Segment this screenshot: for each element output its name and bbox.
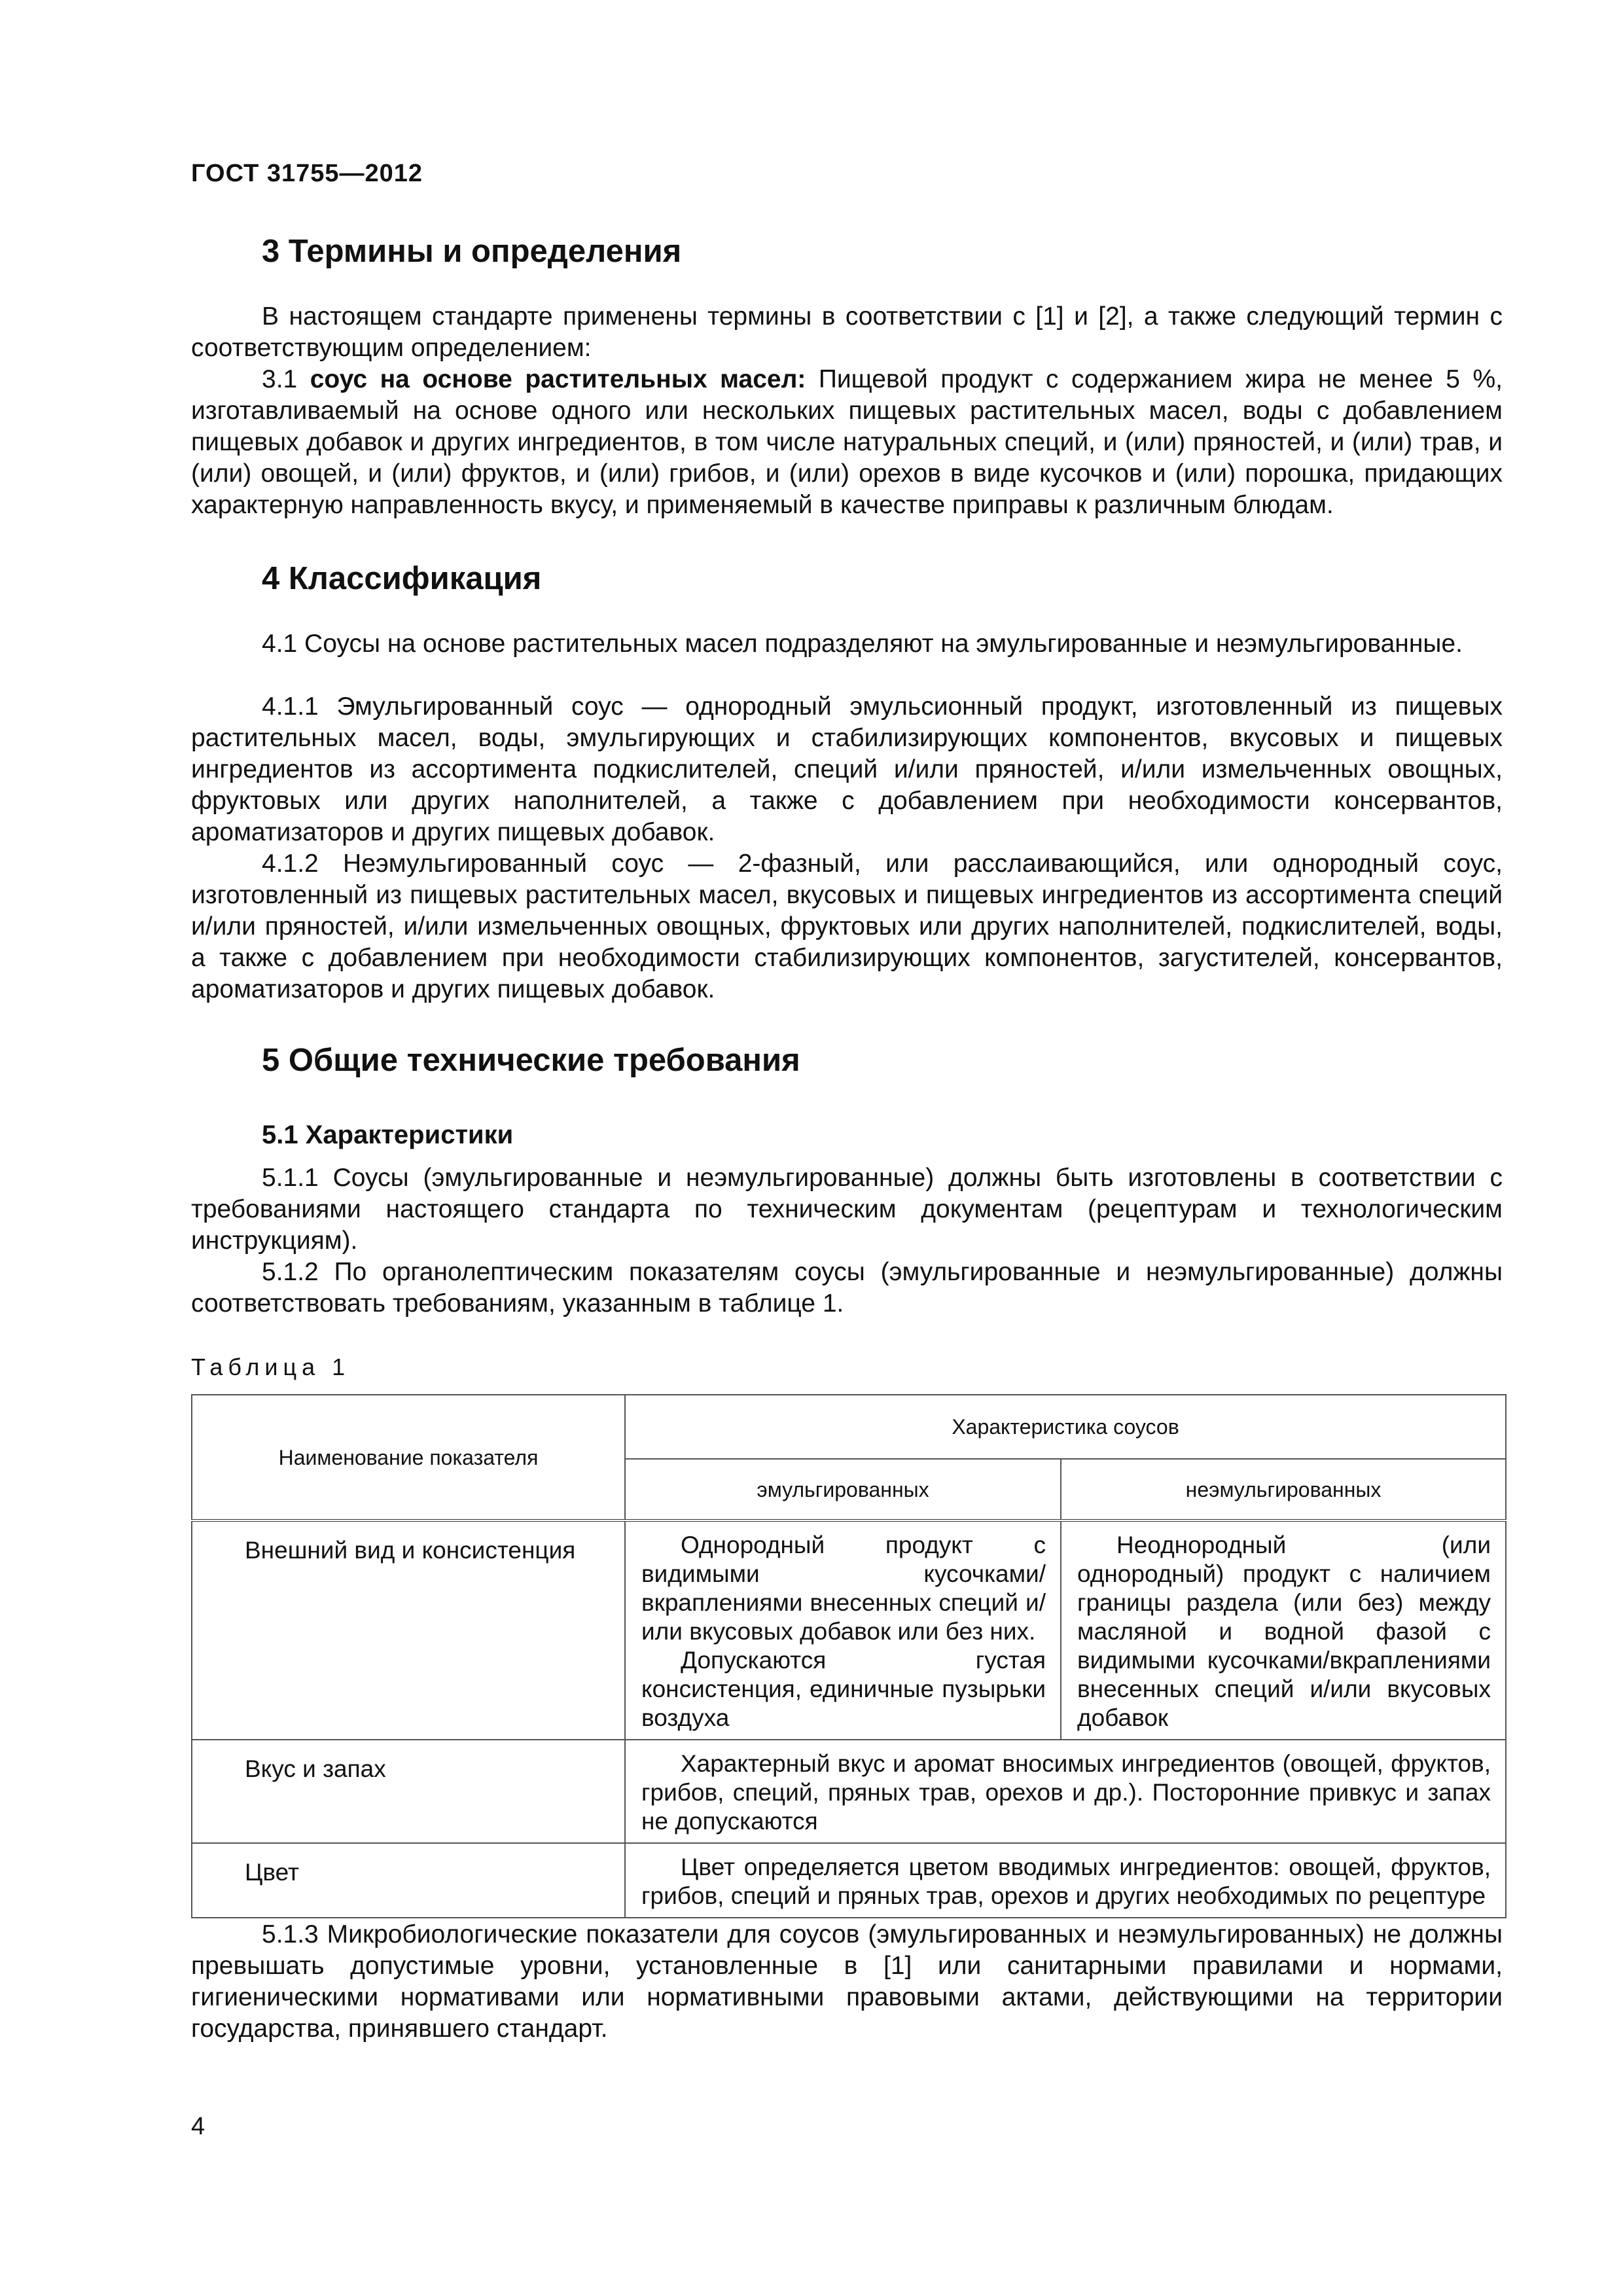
paragraph-5-1-2: 5.1.2 По органолептическим показателям соусы (эмульгированные и неэмульгированные) должны соответствовать требованиям, указанным в таблице 1. (191, 1258, 1503, 1318)
emulsified-cell (625, 1520, 1061, 1740)
page-number: 4 (191, 2113, 205, 2140)
document-code: ГОСТ 31755—2012 (191, 160, 423, 187)
paragraph-4-1-1: 4.1.1 Эмульгированный соус — однородный эмульсионный продукт, изготовленный из пищевых растительных масел, воды, эмульгирующих и стабилизирующих компонентов, вкусовых и пищевых ингредиентов из ассортимента подкислителей, специй и/или пряностей, и/или измельченных овощных, фруктовых или других наполнителей, а также с добавлением при необходимости консервантов, ароматизаторов и других пищевых добавок. (191, 692, 1503, 846)
table-row (192, 1520, 1506, 1740)
table-caption: Таблица 1 (191, 1354, 351, 1380)
shared-cell (625, 1740, 1506, 1843)
shared-text: Цвет определяется цветом вводимых ингредиентов: овощей, фруктов, грибов, специй и пряных трав, орехов и других необходимых по рецептуре (641, 1854, 1491, 1909)
non-emulsified-text: Неоднородный (или однородный) продукт с наличием границы раздела (или без) между масляной и водной фазой с видимыми кусочками/вкраплениями внесенных специй и/или вкусовых добавок (1077, 1532, 1491, 1731)
non-emulsified-cell (1061, 1520, 1506, 1740)
paragraph-4-1-2: 4.1.2 Неэмульгированный соус — 2-фазный, или расслаивающийся, или однородный соус, изготовленный из пищевых растительных масел, вкусовых и пищевых ингредиентов из ассортимента специй и/или пряностей, и/или измельченных овощных, фруктовых или других наполнителей, подкислителей, воды, а также с добавлением при необходимости стабилизирующих компонентов, загустителей, консервантов, ароматизаторов и других пищевых добавок. (191, 850, 1503, 1003)
shared-cell (625, 1843, 1506, 1918)
emulsified-text-1: Однородный продукт с видимыми кусочками/вкраплениями внесенных специй и/или вкусовых добавок или без них. (641, 1532, 1046, 1645)
emulsified-text-2: Допускаются густая консистенция, единичные пузырьки воздуха (641, 1647, 1046, 1731)
table-row (192, 1843, 1506, 1918)
row-name: Цвет (192, 1843, 625, 1918)
section-5-title: 5 Общие технические требования (262, 1043, 800, 1078)
column-header-emulsified: эмульгированных (625, 1459, 1061, 1520)
column-header-group: Характеристика соусов (625, 1395, 1506, 1459)
paragraph-5-1-3: 5.1.3 Микробиологические показатели для соусов (эмульгированных и неэмульгированных) не должны превышать допустимые уровни, установленные в [1] или санитарными правилами и нормами, гигиеническими нормативами или нормативными правовыми актами, действующими на территории государства, принявшего стандарт. (191, 1920, 1503, 2043)
definition-term: соус на основе растительных масел: (310, 365, 806, 393)
table-row (192, 1740, 1506, 1843)
subsection-5-1-title: 5.1 Характеристики (262, 1121, 514, 1149)
section-3-title: 3 Термины и определения (262, 234, 682, 269)
organoleptic-table (191, 1394, 1507, 1918)
definition-text: Пищевой продукт с содержанием жира не менее 5 %, изготавливаемый на основе одного или нескольких пищевых растительных масел, воды с добавлением пищевых добавок и других ингредиентов, в том числе натуральных специй, и (или) пряностей, и (или) трав, и (или) овощей, и (или) фруктов, и (или) грибов, и (или) орехов в виде кусочков и (или) порошка, придающих характерную направленность вкусу, и применяемый в качестве приправы к различным блюдам. (191, 365, 1503, 519)
row-name: Внешний вид и консистенция (192, 1520, 625, 1740)
definition-number: 3.1 (262, 365, 310, 393)
section-4-title: 4 Классификация (262, 561, 542, 596)
row-name: Вкус и запах (192, 1740, 625, 1843)
paragraph-4-1: 4.1 Соусы на основе растительных масел подразделяют на эмульгированные и неэмульгированные. (262, 630, 1463, 658)
column-header-non-emulsified: неэмульгированных (1061, 1459, 1506, 1520)
column-header-name: Наименование показателя (192, 1395, 625, 1520)
paragraph-5-1-1: 5.1.1 Соусы (эмульгированные и неэмульгированные) должны быть изготовлены в соответствии с требованиями настоящего стандарта по техническим документам (рецептурам и технологическим инструкциям). (191, 1164, 1503, 1255)
shared-text: Характерный вкус и аромат вносимых ингредиентов (овощей, фруктов, грибов, специй, пряных трав, орехов и др.). Посторонние привкус и запах не допускаются (641, 1750, 1491, 1835)
definition-3-1 (191, 364, 1503, 521)
section-3-intro: В настоящем стандарте применены термины в соответствии с [1] и [2], а также следующий термин с соответствующим определением: (191, 302, 1503, 362)
